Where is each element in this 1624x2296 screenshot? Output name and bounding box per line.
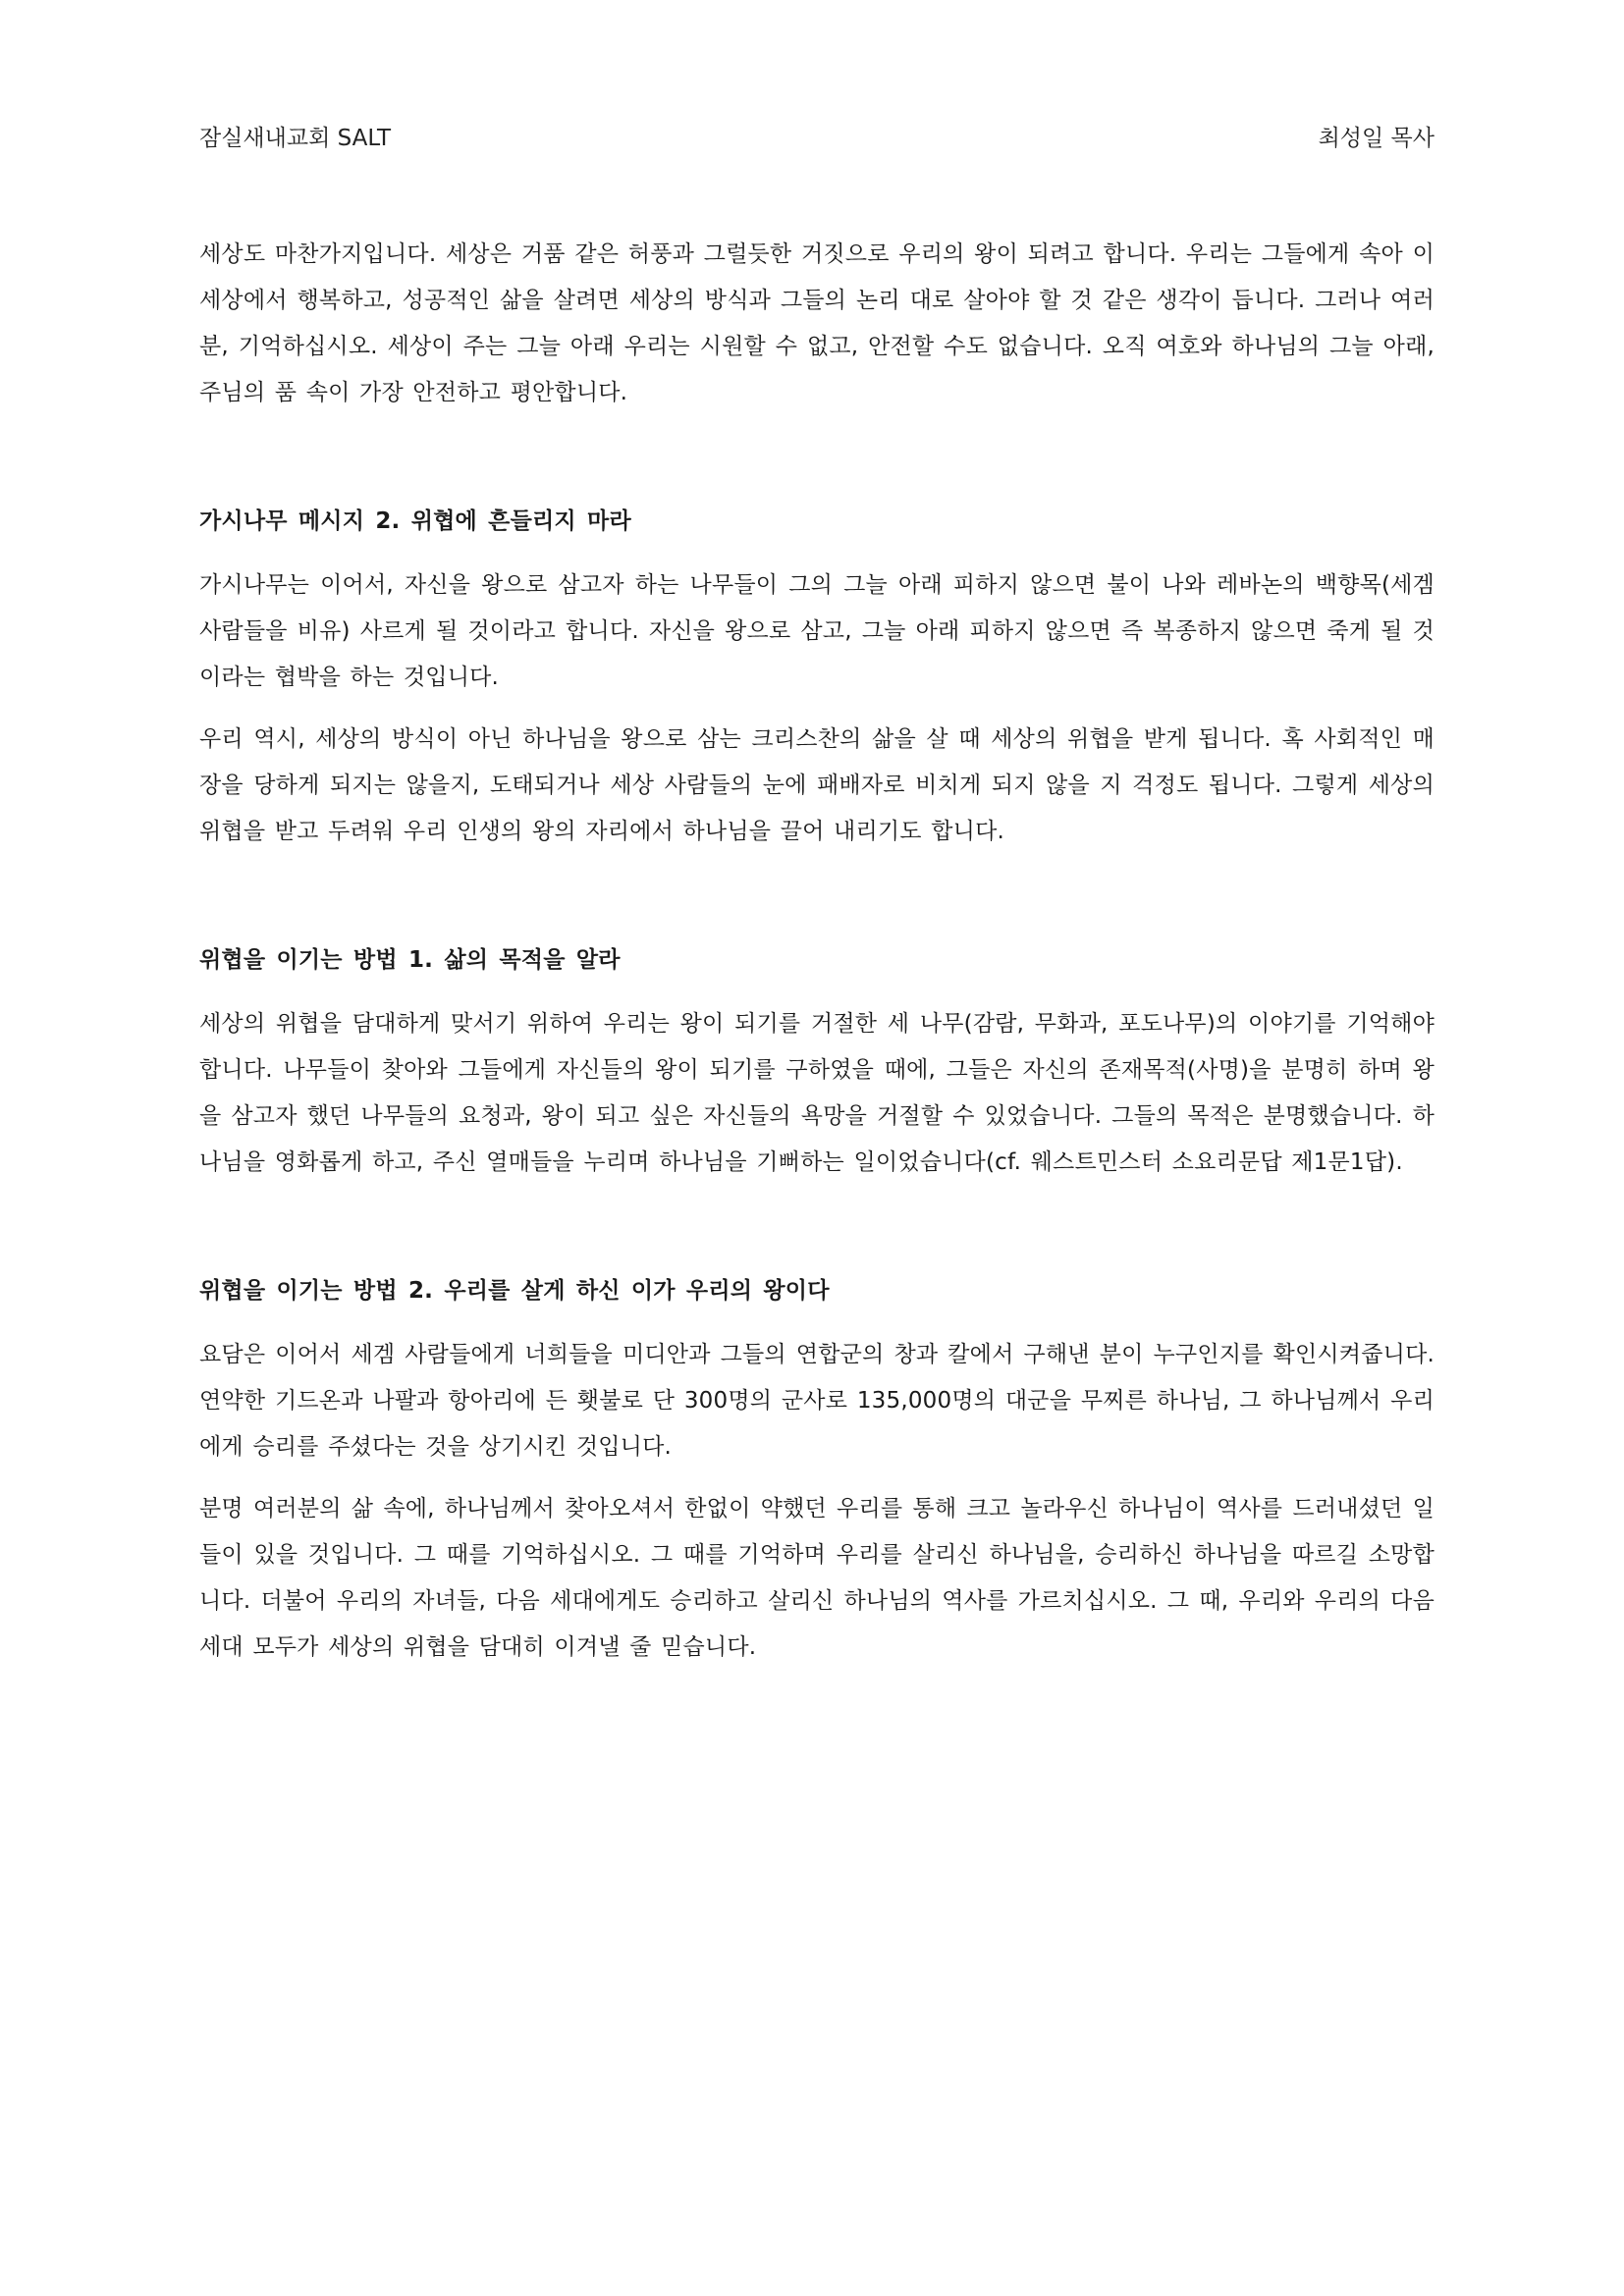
header-pastor-name: 최성일 목사 <box>1318 126 1435 151</box>
section-spacer <box>199 871 1435 937</box>
section-overcome-method-1 <box>199 937 1435 1186</box>
paragraph: 세상의 위협을 담대하게 맞서기 위하여 우리는 왕이 되기를 거절한 세 나무(감람, 무화과, 포도나무)의 이야기를 기억해야 합니다. 나무들이 찾아와 그들에게 자신들의 왕이 되기를 구하였을 때에, 그들은 자신의 존재목적(사명)을 분명히 하며 왕을 삼고자 했던 나무들의 요청과, 왕이 되고 싶은 자신들의 욕망을 거절할 수 있었습니다. 그들의 목적은 분명했습니다. 하나님을 영화롭게 하고, 주신 열매들을 누리며 하나님을 기뻐하는 일이었습니다(cf. 웨스트민스터 소요리문답 제1문1답). <box>199 1011 1435 1175</box>
section-spacer <box>199 1201 1435 1268</box>
section-thorn-message-2 <box>199 499 1435 855</box>
section-heading: 위협을 이기는 방법 2. 우리를 살게 하신 이가 우리의 왕이다 <box>199 1278 830 1304</box>
section-heading: 가시나무 메시지 2. 위협에 흔들리지 마라 <box>199 508 631 534</box>
paragraph: 가시나무는 이어서, 자신을 왕으로 삼고자 하는 나무들이 그의 그늘 아래 피하지 않으면 불이 나와 레바논의 백향목(세겜 사람들을 비유) 사르게 될 것이라고 합니다. 자신을 왕으로 삼고, 그늘 아래 피하지 않으면 즉 복종하지 않으면 죽게 될 것이라는 협박을 하는 것입니다. <box>199 572 1435 690</box>
document-body <box>199 232 1435 1686</box>
paragraph: 분명 여러분의 삶 속에, 하나님께서 찾아오셔서 한없이 약했던 우리를 통해 크고 놀라우신 하나님이 역사를 드러내셨던 일들이 있을 것입니다. 그 때를 기억하십시오. 그 때를 기억하며 우리를 살리신 하나님을, 승리하신 하나님을 따르길 소망합니다. 더불어 우리의 자녀들, 다음 세대에게도 승리하고 살리신 하나님의 역사를 가르치십시오. 그 때, 우리와 우리의 다음세대 모두가 세상의 위협을 담대히 이겨낼 줄 믿습니다. <box>199 1496 1435 1660</box>
paragraph: 세상도 마찬가지입니다. 세상은 거품 같은 허풍과 그럴듯한 거짓으로 우리의 왕이 되려고 합니다. 우리는 그들에게 속아 이 세상에서 행복하고, 성공적인 삶을 살려면 세상의 방식과 그들의 논리 대로 살아야 할 것 같은 생각이 듭니다. 그러나 여러분, 기억하십시오. 세상이 주는 그늘 아래 우리는 시원할 수 없고, 안전할 수도 없습니다. 오직 여호와 하나님의 그늘 아래, 주님의 품 속이 가장 안전하고 평안합니다. <box>199 241 1435 405</box>
header-church-name: 잠실새내교회 SALT <box>199 126 392 151</box>
paragraph: 우리 역시, 세상의 방식이 아닌 하나님을 왕으로 삼는 크리스찬의 삶을 살 때 세상의 위협을 받게 됩니다. 혹 사회적인 매장을 당하게 되지는 않을지, 도태되거나 세상 사람들의 눈에 패배자로 비치게 되지 않을 지 걱정도 됩니다. 그렇게 세상의 위협을 받고 두려워 우리 인생의 왕의 자리에서 하나님을 끌어 내리기도 합니다. <box>199 726 1435 844</box>
section-overcome-method-2 <box>199 1268 1435 1671</box>
section-intro <box>199 232 1435 416</box>
paragraph: 요담은 이어서 세겜 사람들에게 너희들을 미디안과 그들의 연합군의 창과 칼에서 구해낸 분이 누구인지를 확인시켜줍니다. 연약한 기드온과 나팔과 항아리에 든 횃불로 단 300명의 군사로 135,000명의 대군을 무찌른 하나님, 그 하나님께서 우리에게 승리를 주셨다는 것을 상기시킨 것입니다. <box>199 1342 1435 1460</box>
section-spacer <box>199 432 1435 499</box>
page-header <box>199 120 1435 157</box>
section-heading: 위협을 이기는 방법 1. 삶의 목적을 알라 <box>199 947 621 973</box>
